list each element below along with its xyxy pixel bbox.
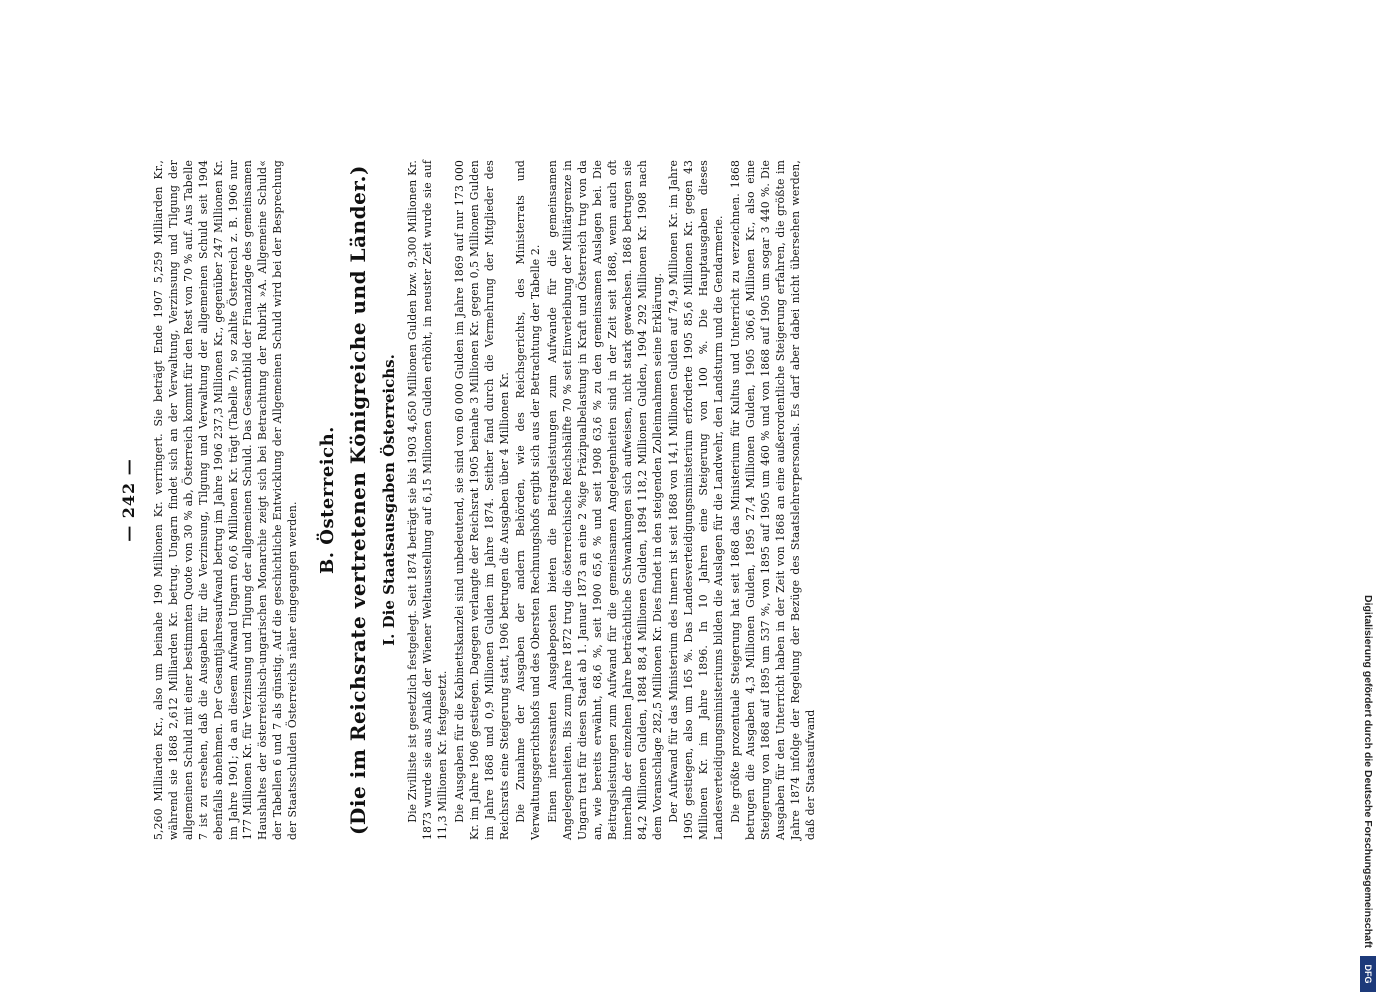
paragraph: Die Zivilliste ist gesetzlich festgelegt. Seit 1874 beträgt sie bis 1903 4,650 Millionen Gulden bzw. 9,300 Millionen Kr. 1873 wurde sie aus Anlaß der Wiener Weltausstellung auf 6,15 Millionen Gulden erhöht, in neuster Zeit wurde sie auf 11,3 Millionen Kr. festgesetzt.	[406, 160, 449, 840]
paragraph: Die größte prozentuale Steigerung hat seit 1868 das Ministerium für Kultus und Unterricht zu verzeichnen. 1868 betrugen die Ausgaben 4,3 Millionen Gulden, 1895 27,4 Millionen Gulden, 1905 306,6 Millionen Kr., also eine Steigerung von 1868 auf 1895 um 537 %, von 1895 auf 1905 um 460 % und von 1868 auf 1905 um sogar 3 440 %. Die Ausgaben für den Unterricht haben in der Zeit von 1868 an eine außerordentliche Steigerung erfahren, die größte im Jahre 1874 infolge der Regelung der Bezüge des Staatslehrerpersonals. Es darf aber dabei nicht übersehen werden, daß der Staatsaufwand	[729, 160, 817, 840]
section-subtitle: (Die im Reichsrate vertretenen Königreiche und Länder.)	[346, 165, 371, 835]
credit-inner	[1355, 8, 1381, 992]
paragraph: Der Aufwand für das Ministerium des Innern ist seit 1868 von 14,1 Millionen Gulden auf 74,9 Millionen Kr. im Jahre 1905 gestiegen, also um 165 %. Das Landesverteidigungsministerium erforderte 1905 85,6 Millionen Kr. gegen 43 Millionen Kr. im Jahre 1896. In 10 Jahren eine Steigerung von 100 %. Die Hauptausgaben dieses Landesverteidigungsministeriums bilden die Auslagen für die Landwehr, den Landsturm und die Gendarmerie.	[667, 160, 726, 840]
paragraph: Die Ausgaben für die Kabinettskanzlei sind unbedeutend, sie sind von 60 000 Gulden im Jahre 1869 auf nur 173 000 Kr. im Jahre 1906 gestiegen. Dagegen verlangte der Reichsrat 1905 beinahe 3 Millionen Kr. gegen 0,5 Millionen Gulden im Jahre 1868 und 0,9 Millionen Gulden im Jahre 1874. Seither fand durch die Vermehrung der Mitglieder des Reichsrats eine Steigerung statt, 1906 betrugen die Ausgaben über 4 Millionen Kr.	[452, 160, 511, 840]
rotated-page	[118, 160, 1228, 840]
subsection-title: I. Die Staatsausgaben Österreichs.	[380, 354, 399, 646]
credit-text: Digitalisierung gefördert durch die Deutsche Forschungsgemeinschaft	[1362, 595, 1374, 948]
dfg-logo: DFG	[1360, 956, 1376, 992]
page-content	[118, 160, 1228, 840]
paragraph: Einen interessanten Ausgabeposten bieten die Beitragsleistungen zum Aufwande für die gemeinsamen Angelegenheiten. Bis zum Jahre 1872 trug die österreichische Reichshälfte 70 % seit Einverleibung der Militärgrenze in Ungarn trat für diesen Staat ab 1. Januar 1873 an eine 2 %ige Präzipualbelastung in Kraft und Österreich trug von da an, wie bereits erwähnt, 68,6 %, seit 1900 65,6 % und seit 1908 63,6 % zu den gemeinsamen Auslagen bei. Die Beitragsleistungen zum Aufwand für die gemeinsamen Angelegenheiten sind in der Zeit seit 1868, wenn auch oft innerhalb der einzelnen Jahre beträchtliche Schwankungen sich aufweisen, nicht stark gewachsen. 1868 betrugen sie 84,2 Millionen Gulden, 1884 88,4 Millionen Gulden, 1894 118,2 Millionen Gulden, 1904 292 Millionen Kr. 1908 nach dem Voranschlage 282,5 Millionen Kr. Dies findet in den steigenden Zolleinnahmen seine Erklärung.	[546, 160, 664, 840]
section-title: B. Österreich.	[317, 426, 339, 574]
paragraph-top: 5,260 Milliarden Kr., also um beinahe 190 Millionen Kr. verringert. Sie beträgt Ende 1907 5,259 Milliarden Kr., während sie 1868 2,612 Milliarden Kr. betrug. Ungarn findet sich an der Verwaltung, Verzinsung und Tilgung der allgemeinen Schuld mit einer bestimmten Quote von 30 % ab, Österreich kommt für den Rest von 70 % auf. Aus Tabelle 7 ist zu ersehen, daß die Ausgaben für die Verzinsung, Tilgung und Verwaltung der allgemeinen Schuld seit 1904 ebenfalls abnehmen. Der Gesamtjahresaufwand betrug im Jahre 1906 237,3 Millionen Kr., gegenüber 247 Millionen Kr. im Jahre 1901; da an diesem Aufwand Ungarn 60,6 Millionen Kr. trägt (Tabelle 7), so zahlte Österreich z. B. 1906 nur 177 Millionen Kr. für Verzinsung und Tilgung der allgemeinen Schuld. Das Gesamtbild der Finanzlage des gemeinsamen Haushaltes der österreichisch-ungarischen Monarchie zeigt sich bei Betrachtung der Rubrik »A. Allgemeine Schuld« der Tabellen 6 und 7 als günstig. Auf die geschichtliche Entwicklung der Allgemeinen Schuld wird bei der Besprechung der Staatsschulden Österreichs näher eingegangen werden.	[152, 160, 300, 840]
digitization-credit	[1355, 8, 1381, 992]
paragraph: Die Zunahme der Ausgaben der andern Behörden, wie des Reichsgerichts, des Ministerrats und Verwaltungsgerichtshofs und des Obersten Rechnungshofs ergibt sich aus der Betrachtung der Tabelle 2.	[514, 160, 543, 840]
page-number: — 242 —	[119, 458, 138, 542]
page-body	[118, 160, 819, 840]
